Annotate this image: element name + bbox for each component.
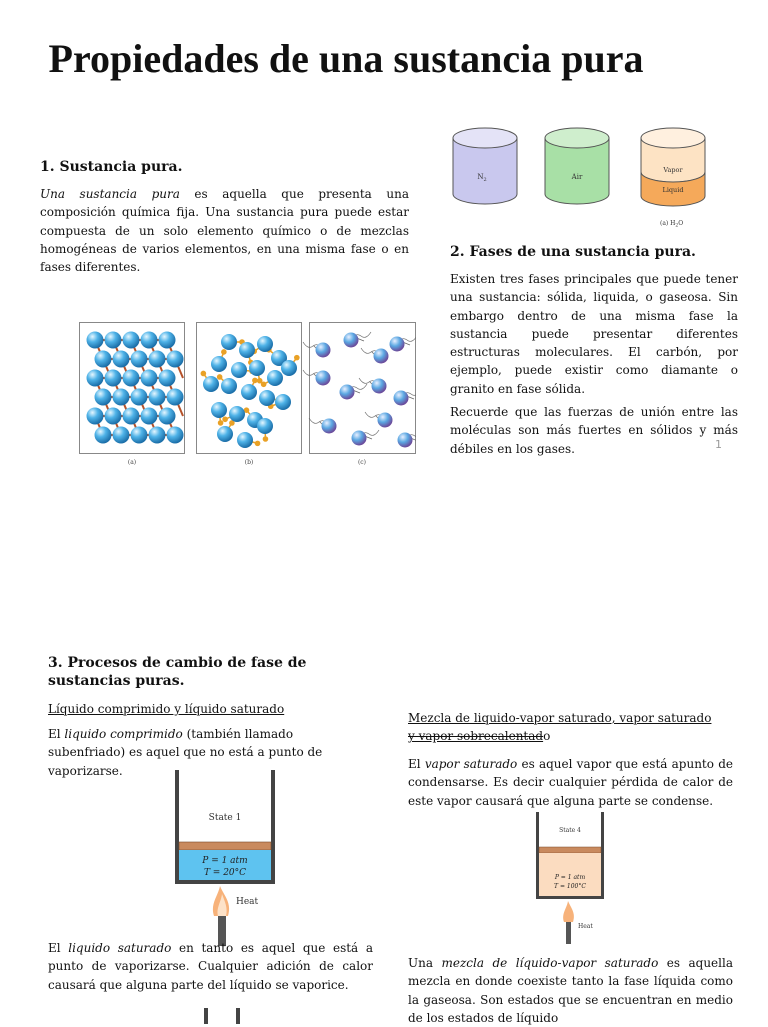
gas-molecule-sphere [316, 371, 331, 386]
cylinder4-bottom [536, 896, 604, 899]
cylinder-left-wall [175, 770, 179, 884]
motion-arrow-head [201, 371, 207, 377]
page-title: Propiedades de una sustancia pura [0, 34, 692, 84]
molecule-sphere [131, 351, 148, 368]
molecule-sphere [113, 389, 130, 406]
term-mezcla-liquido-vapor: mezcla de líquido-vapor saturado [441, 956, 658, 970]
molecule-sphere [149, 389, 166, 406]
molecule-sphere [123, 408, 140, 425]
term-liquido-comprimido: liquido comprimido [64, 727, 182, 741]
caption-a: (a) [128, 459, 136, 466]
caption-b: (b) [245, 459, 254, 466]
piston [179, 842, 271, 850]
gas-molecule-sphere [322, 419, 337, 434]
section1-italic-term: Una sustancia pura [40, 187, 180, 201]
state1-label: State 1 [209, 813, 242, 823]
molecule-sphere [267, 370, 283, 386]
molecule-sphere [257, 336, 273, 352]
molecule-sphere [241, 384, 257, 400]
tank-vapor-label: Vapor [662, 166, 683, 174]
cylinder-right-wall [271, 770, 275, 884]
cylinder4-left-wall [536, 812, 539, 898]
section1-body: es aquella que presenta una composición química fija. Una sustancia pura puede estar compuesta de un solo elemento químico o de mezclas homogéneas de varios elementos, en una misma fase o en fases diferentes. [40, 187, 409, 274]
tank-air [545, 128, 609, 204]
gas-molecule-sphere [316, 343, 331, 358]
section2-paragraph-1: Existen tres fases principales que puede tener una sustancia: sólida, liquida, o gaseosa. Sin embargo dentro de una misma fase la sustancia puede presentar diferentes estructuras moleculares. El carbón, por ejemplo, puede existir como diamante o granito en fase sólida. [450, 270, 738, 398]
section3-paragraph-2: El liquido saturado en tanto es aquel que está a punto de vaporizarse. Cualquier adición de calor causará que alguna parte del líquido se vaporice. [48, 939, 373, 994]
state1-piston-diagram [170, 768, 280, 948]
tank-h2o [641, 128, 705, 229]
molecule-sphere [211, 356, 227, 372]
gas-molecule-sphere [394, 391, 409, 406]
gas-molecule-sphere [372, 379, 387, 394]
molecule-sphere [229, 406, 245, 422]
molecule-sphere [281, 360, 297, 376]
molecule-sphere [231, 362, 247, 378]
section1-paragraph [40, 185, 409, 276]
molecule-sphere [167, 427, 184, 444]
molecule-sphere [141, 332, 158, 349]
molecule-sphere [87, 370, 104, 387]
molecule-sphere [131, 427, 148, 444]
gas-molecule-sphere [398, 433, 413, 448]
molecule-sphere [105, 332, 122, 349]
cylinder-bottom [175, 880, 275, 884]
state4-pressure: P = 1 atm [554, 874, 586, 881]
section-heading-sustancia-pura: 1. Sustancia pura. [40, 158, 420, 176]
molecule-sphere [159, 332, 176, 349]
motion-arrow-head [222, 416, 228, 422]
state1-heat-label: Heat [236, 897, 259, 907]
molecule-sphere [159, 370, 176, 387]
molecule-sphere [259, 390, 275, 406]
gas-molecule-sphere [344, 333, 359, 348]
section3-paragraph-1: El liquido comprimido (también llamado subenfriado) es aquel que no está a punto de vaporizarse. [48, 725, 370, 780]
page-number: 1 [715, 438, 722, 451]
gas-molecule-sphere [374, 349, 389, 364]
molecule-sphere [95, 427, 112, 444]
motion-arrow-head [255, 441, 261, 447]
section-heading-fases: 2. Fases de una sustancia pura. [450, 243, 750, 261]
state1-pressure: P = 1 atm [201, 856, 247, 866]
section2-paragraph-2: Recuerde que las fuerzas de unión entre las moléculas son más fuertes en sólidos y más débiles en los gases. [450, 403, 738, 458]
molecule-sphere [123, 370, 140, 387]
molecule-sphere [217, 426, 233, 442]
gas-molecule-sphere [340, 385, 355, 400]
motion-arrow-head [252, 378, 258, 384]
gas-molecule-sphere [390, 337, 405, 352]
tank-n2-label: $N_2$ [477, 173, 486, 183]
motion-arrow-head [218, 420, 224, 426]
term-vapor-saturado: vapor saturado [425, 757, 517, 771]
motion-arrow-head [221, 349, 227, 355]
tank-air-label: Air [571, 173, 583, 181]
motion-arrow-head [294, 355, 300, 361]
flame4-icon [563, 901, 574, 922]
motion-arrow-head [261, 382, 267, 388]
molecule-sphere [167, 351, 184, 368]
molecule-sphere [203, 376, 219, 392]
tank-n2 [453, 128, 517, 204]
molecule-sphere [87, 408, 104, 425]
molecule-sphere [257, 418, 273, 434]
molecule-sphere [105, 408, 122, 425]
section4-paragraph-2: Una mezcla de líquido-vapor saturado es aquella mezcla en donde coexiste tanto la fase líquida como la gaseosa. Son estados que se encuentran en medio de los estados de líquido [408, 954, 733, 1027]
motion-arrow-head [217, 374, 223, 380]
state4-piston-diagram [533, 810, 607, 946]
tank-h2o-top [641, 128, 705, 148]
molecule-sphere [131, 389, 148, 406]
term-liquido-saturado: liquido saturado [68, 941, 171, 955]
molecule-sphere [167, 389, 184, 406]
molecule-sphere [87, 332, 104, 349]
caption-c: (c) [358, 459, 366, 466]
tanks-figure [448, 124, 718, 230]
molecule-sphere [95, 389, 112, 406]
gas-molecule-sphere [352, 431, 367, 446]
state4-heat-label: Heat [578, 923, 593, 930]
tank-n2-top [453, 128, 517, 148]
molecule-sphere [141, 408, 158, 425]
cylinder4-right-wall [601, 812, 604, 898]
section4-paragraph-1: El vapor saturado es aquel vapor que está apunto de condensarse. Es decir cualquier pérdida de calor de este vapor causará que alguna parte se condense. [408, 755, 733, 810]
state1-temperature: T = 20°C [204, 868, 246, 878]
molecule-sphere [159, 408, 176, 425]
tank-air-top [545, 128, 609, 148]
molecule-sphere [113, 351, 130, 368]
molecule-sphere [237, 432, 253, 448]
molecule-sphere [221, 378, 237, 394]
gas-molecule-sphere [378, 413, 393, 428]
molecule-sphere [239, 342, 255, 358]
section-heading-procesos: 3. Procesos de cambio de fase de sustancias puras. [48, 654, 388, 690]
tank-liquid-label: Liquid [663, 186, 684, 194]
state4-temperature: T = 100°C [554, 883, 586, 890]
burner4 [566, 922, 571, 944]
partial-diagram-right-wall [236, 1008, 240, 1024]
molecule-sphere [141, 370, 158, 387]
tank-caption: (a) $H_2O$ [660, 220, 683, 229]
molecule-sphere [275, 394, 291, 410]
molecule-sphere [113, 427, 130, 444]
molecule-sphere [149, 427, 166, 444]
piston4 [539, 847, 601, 853]
molecule-sphere [249, 360, 265, 376]
molecule-sphere [211, 402, 227, 418]
molecule-sphere [149, 351, 166, 368]
state4-label: State 4 [559, 827, 581, 834]
motion-arrow-head [263, 436, 269, 442]
subheading-liquido: Líquido comprimido y líquido saturado [48, 700, 378, 718]
molecule-sphere [123, 332, 140, 349]
partial-diagram-left-wall [204, 1008, 208, 1024]
molecule-sphere [221, 334, 237, 350]
molecular-structures-figure [79, 322, 416, 468]
subheading-vapor: Mezcla de liquido-vapor saturado, vapor saturado y vapor sobrecalentado [408, 709, 738, 746]
molecule-sphere [95, 351, 112, 368]
molecule-sphere [105, 370, 122, 387]
